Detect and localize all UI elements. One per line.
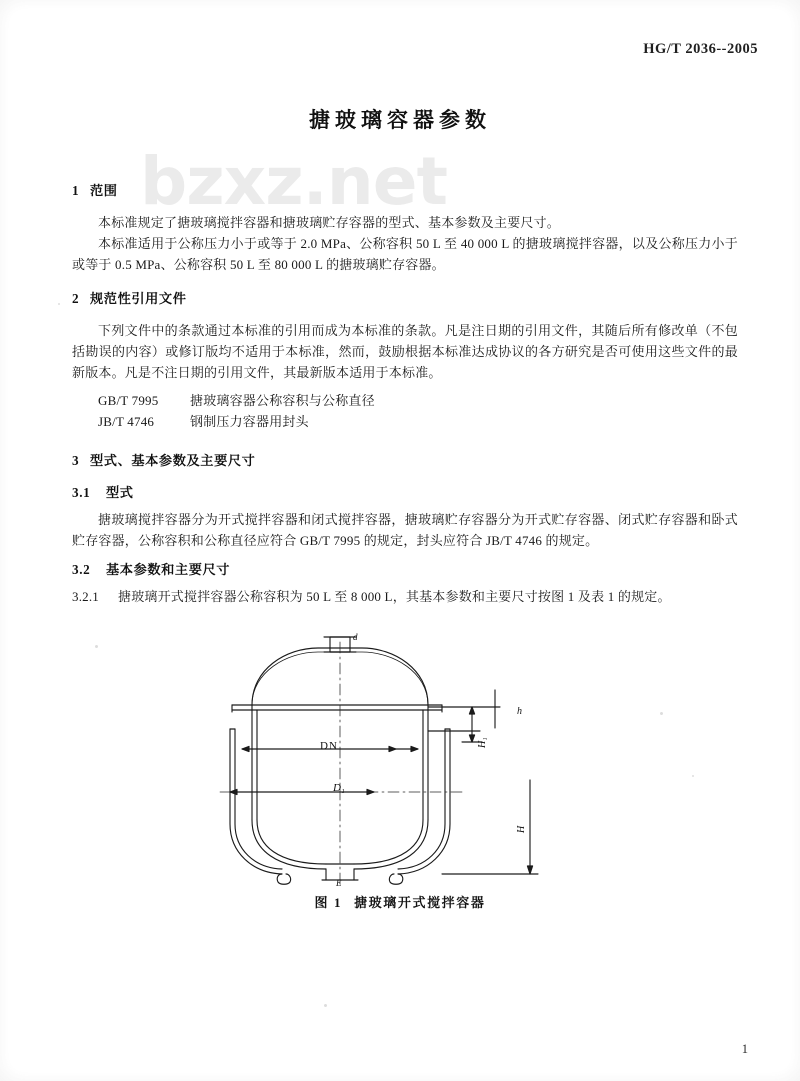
- clause-3-title: 型式、基本参数及主要尺寸: [90, 452, 256, 468]
- reference-code: JB/T 4746: [98, 414, 155, 430]
- clause-2-heading: [72, 288, 738, 307]
- page-title: 搪玻璃容器参数: [309, 108, 491, 132]
- clause-3-1-heading: [72, 482, 738, 501]
- figure-caption-number: 图 1: [314, 895, 343, 910]
- reference-item: [72, 412, 738, 433]
- figure-1: [0, 628, 800, 911]
- scan-speck: [95, 645, 98, 648]
- clause-2-number: 2: [72, 291, 80, 307]
- clause-3-2-1-paragraph: [72, 586, 738, 607]
- clause-3-number: 3: [72, 452, 80, 468]
- clause-3-2-1-text: 搪玻璃开式搅拌容器公称容积为 50 L 至 8 000 L，其基本参数和主要尺寸按图 1 及表 1 的规定。: [118, 588, 671, 604]
- clause-3-2-1-number: 3.2.1: [72, 588, 99, 604]
- label-H: H: [516, 825, 527, 833]
- label-h: h: [517, 706, 522, 717]
- label-nozzle-top: d: [353, 632, 358, 642]
- label-H1: H₁: [477, 737, 488, 748]
- label-DN: DN: [320, 740, 338, 752]
- label-D1: D₁: [333, 782, 345, 794]
- scan-speck: [324, 1004, 327, 1007]
- clause-3-1-paragraph-1: 搪玻璃搅拌容器分为开式搅拌容器和闭式搅拌容器，搪玻璃贮存容器分为开式贮存容器、闭式贮存容器和卧式贮存容器，公称容积和公称直径应符合 GB/T 7995 的规定，封头应符合 JB/T 4746 的规定。: [72, 511, 738, 548]
- figure-caption: [0, 892, 800, 911]
- clause-3-1-title: 型式: [106, 484, 134, 500]
- clause-1-paragraph-2: 本标准适用于公称压力小于或等于 2.0 MPa、公称容积 50 L 至 40 000 L 的搪玻璃搅拌容器，以及公称压力小于或等于 0.5 MPa、公称容积 50 L 至 80 000 L 的搪玻璃贮存容器。: [72, 236, 738, 273]
- clause-3-2-heading: [72, 559, 738, 578]
- dimension-H: [527, 780, 532, 874]
- reference-title: 搪玻璃容器公称容积与公称直径: [190, 393, 375, 409]
- standard-code-header: HG/T 2036--2005: [643, 41, 758, 57]
- clause-2-title: 规范性引用文件: [90, 291, 187, 307]
- clause-2-paragraph-1: 下列文件中的条款通过本标准的引用而成为本标准的条款。凡是注日期的引用文件，其随后所有修改单（不包括勘误的内容）或修订版均不适用于本标准，然而，鼓励根据本标准达成协议的各方研究是否可使用这些文件的最新版本。凡是不注日期的引用文件，其最新版本适用于本标准。: [72, 323, 738, 381]
- watermark: bzxz.net: [140, 143, 448, 220]
- dimension-H1: [462, 707, 482, 742]
- clause-3-2-number: 3.2: [72, 561, 91, 577]
- label-nozzle-bottom: E: [336, 878, 342, 886]
- scan-speck: [58, 303, 60, 305]
- clause-1-title: 范围: [90, 183, 118, 198]
- clause-3-2-title: 基本参数和主要尺寸: [106, 561, 231, 577]
- reference-code: GB/T 7995: [98, 393, 159, 409]
- reference-item: [72, 391, 738, 412]
- scan-speck: [660, 712, 663, 715]
- clause-3-heading: [72, 450, 738, 469]
- scan-speck: [692, 775, 694, 777]
- clause-1-number: 1: [72, 183, 80, 198]
- figure-caption-text: 搪玻璃开式搅拌容器: [354, 895, 486, 910]
- vessel-diagram: [190, 628, 610, 886]
- page-number: 1: [741, 1042, 748, 1056]
- clause-1-paragraph-1: 本标准规定了搪玻璃搅拌容器和搪玻璃贮存容器的型式、基本参数及主要尺寸。: [98, 215, 561, 230]
- clause-1-heading: [72, 180, 738, 199]
- reference-title: 钢制压力容器用封头: [190, 414, 309, 430]
- clause-3-1-number: 3.1: [72, 484, 91, 500]
- document-body: [72, 180, 738, 607]
